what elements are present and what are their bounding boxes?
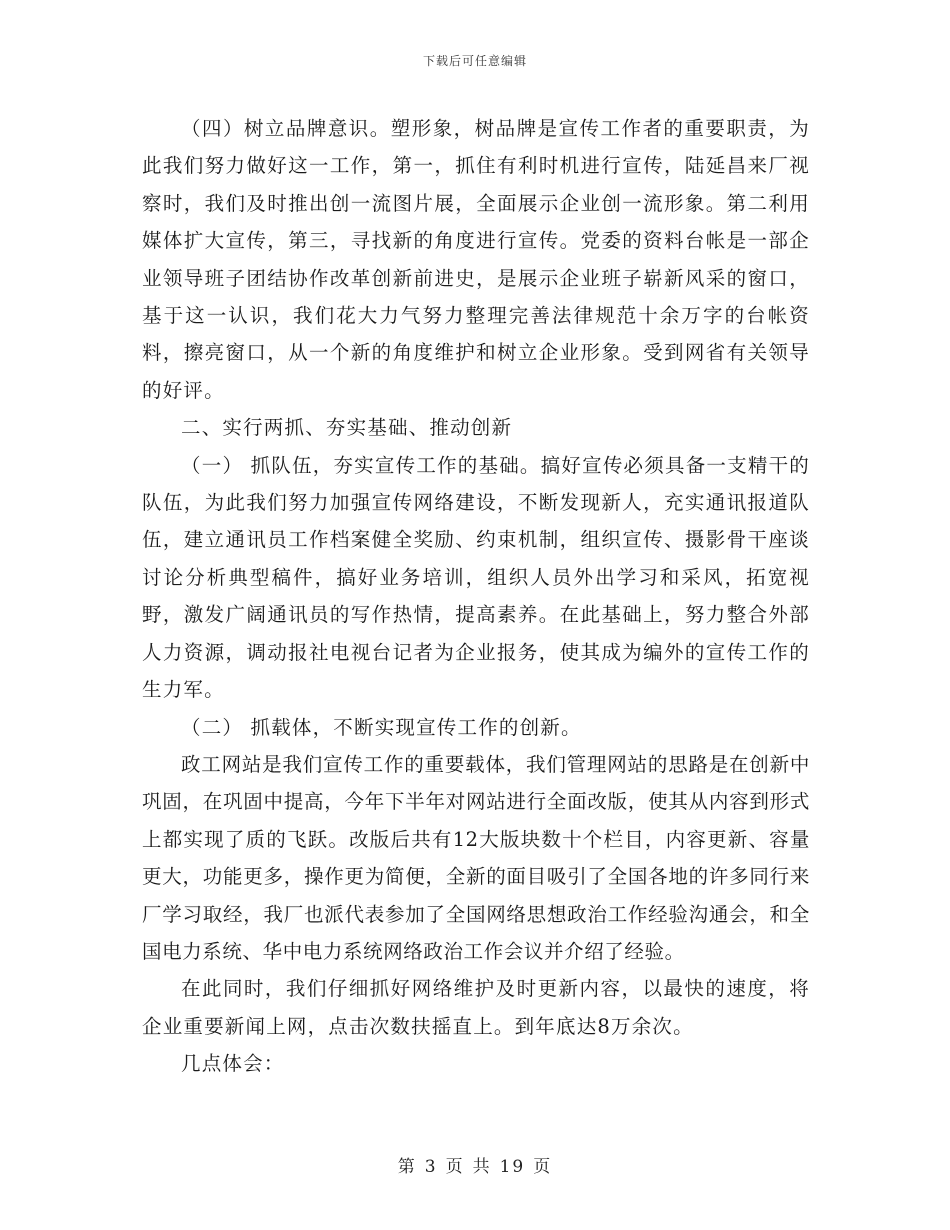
subheading-carrier: （二） 抓载体，不断实现宣传工作的创新。 (181, 715, 582, 739)
page-header: 下载后可任意编辑 (422, 54, 527, 68)
paragraph-website: 政工网站是我们宣传工作的重要载体，我们管理网站的思路是在创新中巩固，在巩固中提高，今年下半年对网站进行全面改版，使其从内容到形式上都实现了质的飞跃。改版后共有12大版块数十个栏目，内容更新、容量更大，功能更多，操作更为简便，全新的面目吸引了全国各地的许多同行来厂学习取经，我厂也派代表参加了全国网络思想政治工作经验沟通会，和全国电力系统、华中电力系统网络政治工作会议并介绍了经验。 (142, 752, 810, 963)
section-heading-two-grasps: 二、实行两抓、夯实基础、推动创新 (181, 416, 513, 440)
paragraph-experience: 几点体会： (181, 1052, 285, 1076)
page-number: 3 (424, 1157, 438, 1177)
paragraph-team-building: （一） 抓队伍，夯实宣传工作的基础。搞好宣传必须具备一支精干的队伍，为此我们努力加强宣传网络建设，不断发现新人，充实通讯报道队伍，建立通讯员工作档案健全奖励、约束机制，组织宣传、摄影骨干座谈讨论分析典型稿件，搞好业务培训，组织人员外出学习和采风，拓宽视野，激发广阔通讯员的写作热情，提高素养。在此基础上，努力整合外部人力资源，调动报社电视台记者为企业报务，使其成为编外的宣传工作的生力军。 (142, 453, 810, 702)
total-unit: 页 (533, 1157, 553, 1177)
page-footer (0, 1152, 950, 1177)
page-unit: 页 (445, 1157, 465, 1177)
document-body (142, 110, 810, 1083)
total-label: 共 (472, 1157, 492, 1177)
paragraph-maintenance: 在此同时，我们仔细抓好网络维护及时更新内容，以最快的速度，将企业重要新闻上网，点击次数扶摇直上。到年底达8万余次。 (142, 977, 810, 1038)
page-label: 第 (397, 1157, 417, 1177)
total-pages: 19 (499, 1157, 526, 1177)
paragraph-brand-awareness: （四）树立品牌意识。塑形象，树品牌是宣传工作者的重要职责，为此我们努力做好这一工作，第一，抓住有利时机进行宣传，陆延昌来厂视察时，我们及时推出创一流图片展，全面展示企业创一流形象。第二利用媒体扩大宣传，第三，寻找新的角度进行宣传。党委的资料台帐是一部企业领导班子团结协作改革创新前进史，是展示企业班子崭新风采的窗口，基于这一认识，我们花大力气努力整理完善法律规范十余万字的台帐资料，擦亮窗口，从一个新的角度维护和树立企业形象。受到网省有关领导的好评。 (142, 117, 810, 402)
